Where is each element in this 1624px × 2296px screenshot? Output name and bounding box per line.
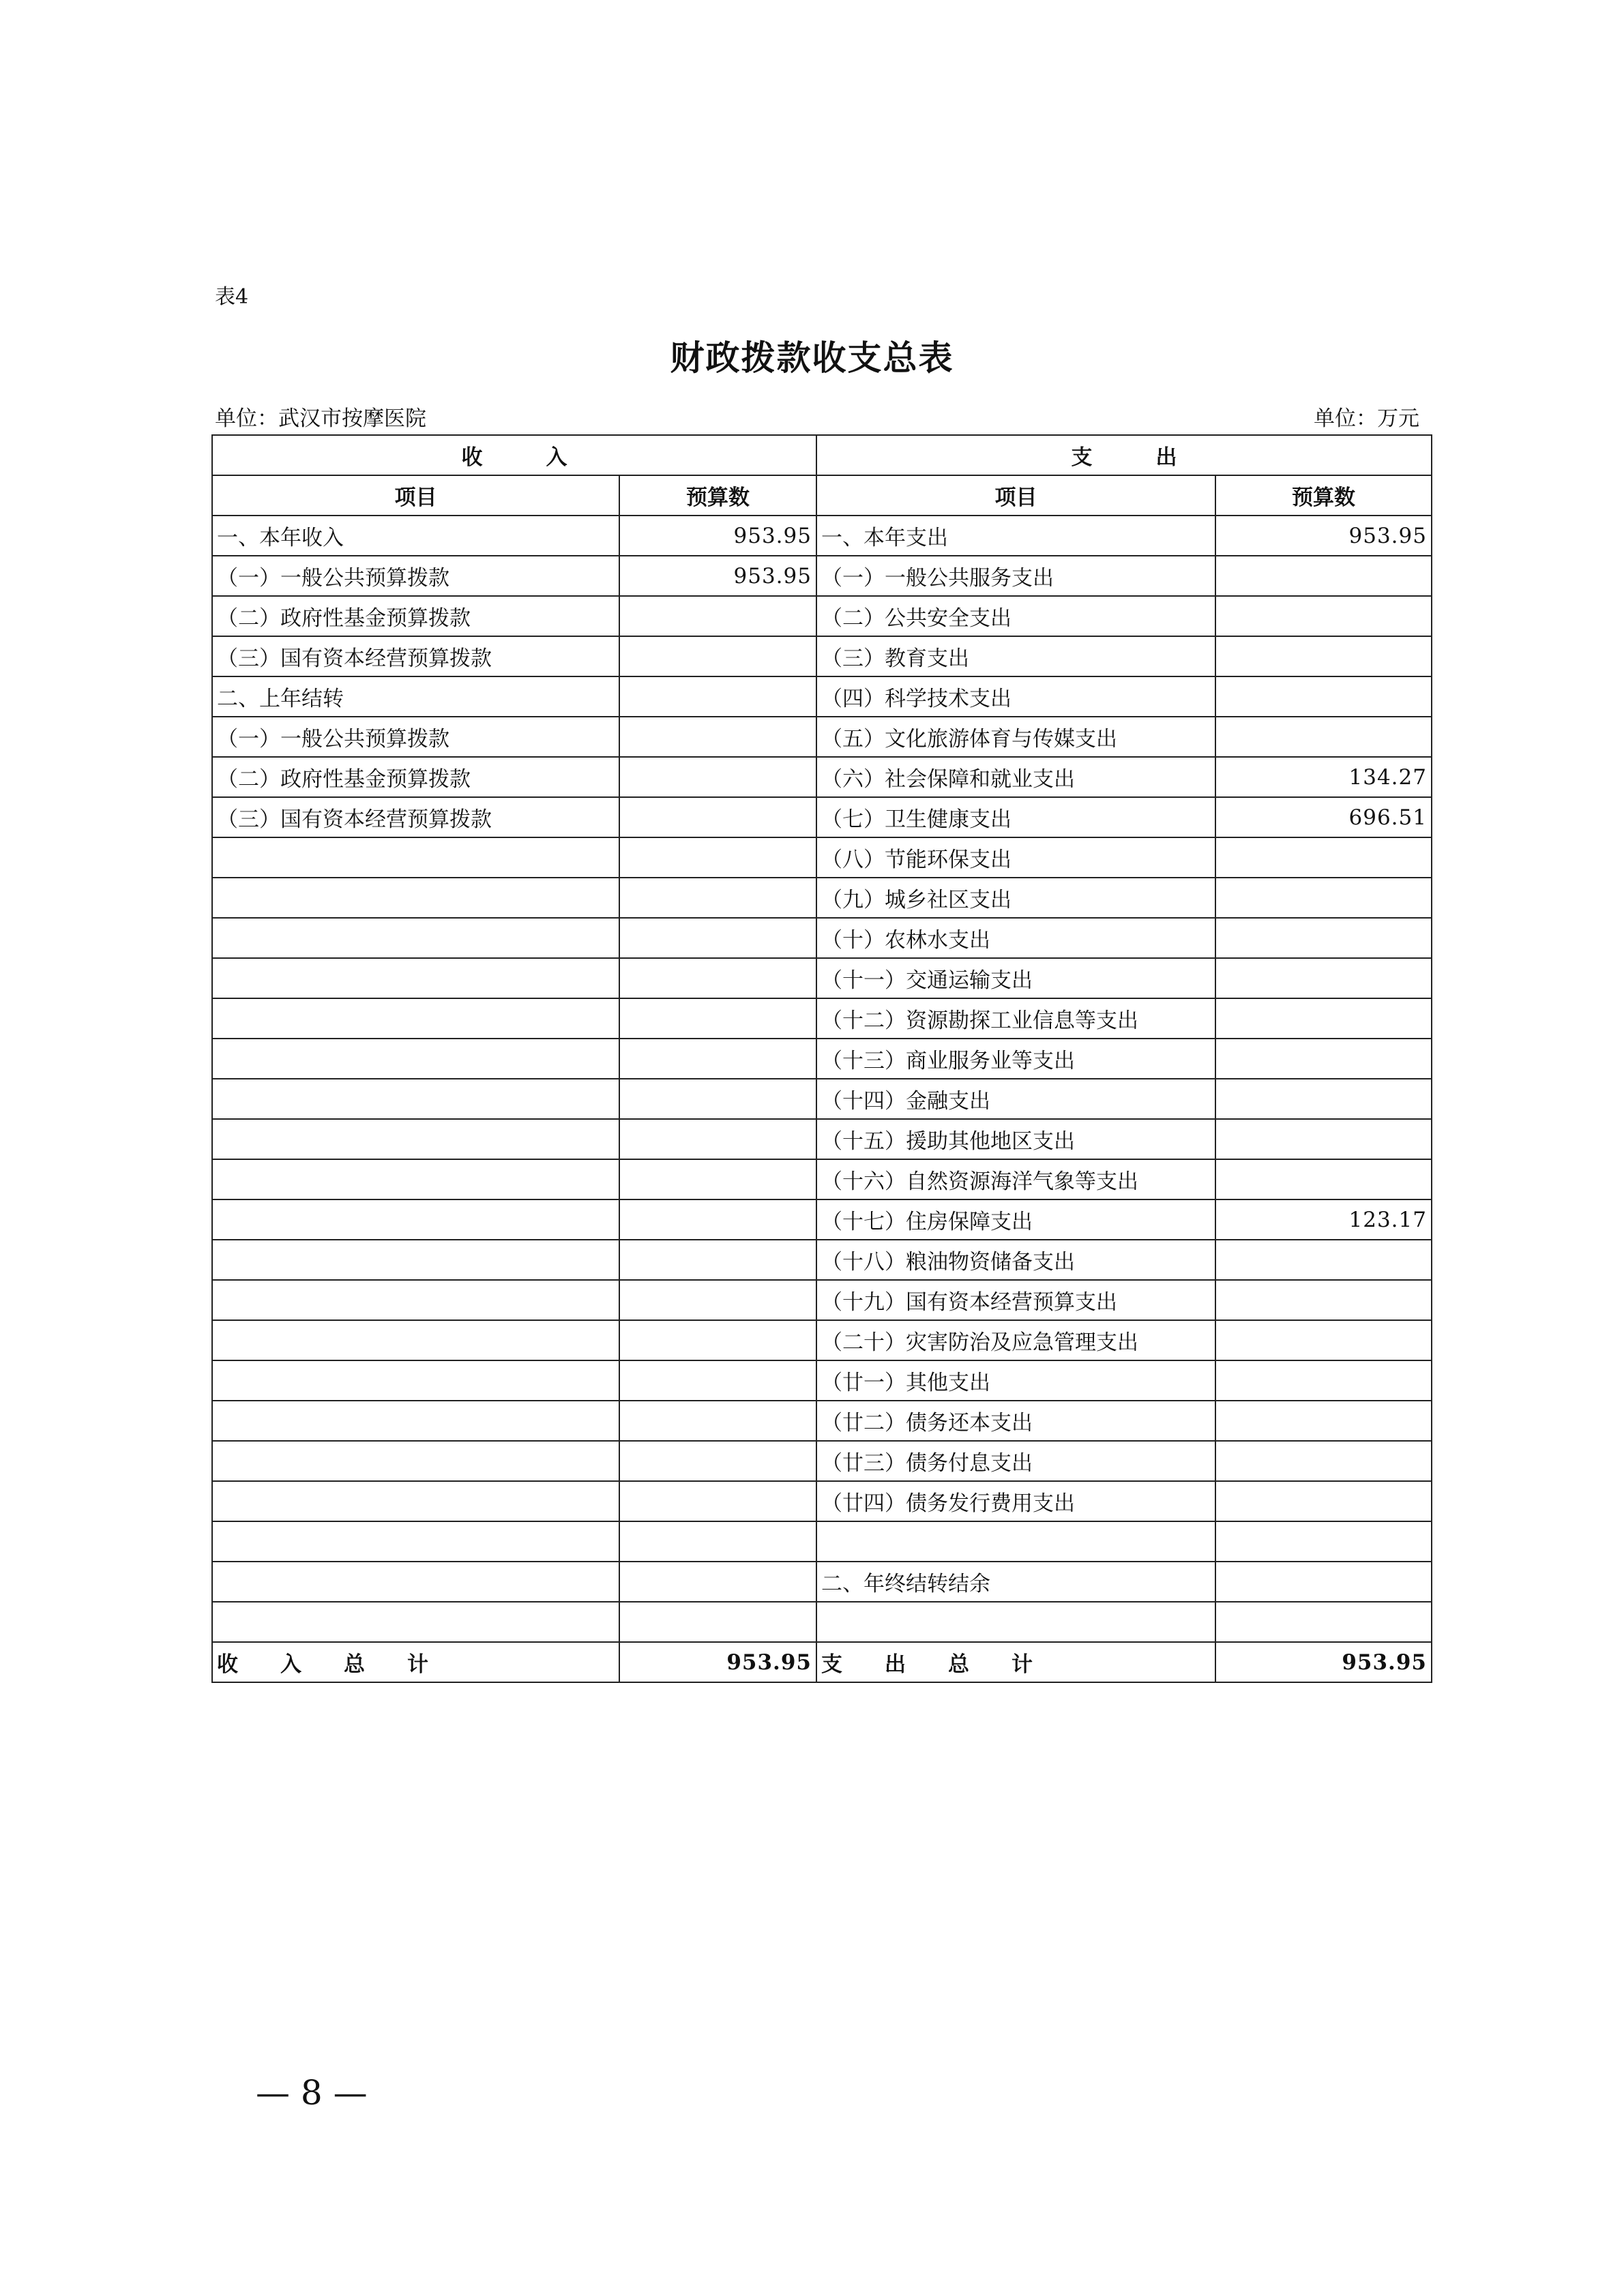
income-amount-cell	[619, 1119, 816, 1159]
expense-item-cell: （十一）交通运输支出	[816, 958, 1215, 998]
budget-table-body	[212, 435, 1432, 1682]
expense-amount-cell	[1215, 596, 1432, 636]
income-item-cell: （三）国有资本经营预算拨款	[212, 797, 619, 837]
income-item-cell	[212, 1320, 619, 1360]
table-row	[212, 1401, 1432, 1441]
expense-item-cell: （十六）自然资源海洋气象等支出	[816, 1159, 1215, 1199]
income-item-cell: （一）一般公共预算拨款	[212, 717, 619, 757]
income-amount-cell	[619, 1481, 816, 1521]
income-amount-cell	[619, 1602, 816, 1642]
income-total-amount: 953.95	[619, 1642, 816, 1682]
table-row	[212, 636, 1432, 676]
table-row	[212, 797, 1432, 837]
income-item-cell: （二）政府性基金预算拨款	[212, 757, 619, 797]
organization-unit: 单位：武汉市按摩医院	[215, 406, 426, 431]
expense-item-cell: （四）科学技术支出	[816, 676, 1215, 717]
table-row	[212, 1159, 1432, 1199]
table-row	[212, 958, 1432, 998]
table-row	[212, 1521, 1432, 1562]
expense-item-cell: （二十）灾害防治及应急管理支出	[816, 1320, 1215, 1360]
table-row	[212, 1119, 1432, 1159]
expense-item-cell: （廿四）债务发行费用支出	[816, 1481, 1215, 1521]
table-row	[212, 717, 1432, 757]
expense-amount-cell	[1215, 998, 1432, 1039]
expense-item-cell	[816, 1602, 1215, 1642]
table-row	[212, 757, 1432, 797]
income-item-cell	[212, 1521, 619, 1562]
expense-amount-cell	[1215, 1240, 1432, 1280]
expense-amount-cell	[1215, 1401, 1432, 1441]
table-row	[212, 1481, 1432, 1521]
expense-item-cell: （五）文化旅游体育与传媒支出	[816, 717, 1215, 757]
expense-amount-cell	[1215, 1159, 1432, 1199]
expense-item-cell: （二）公共安全支出	[816, 596, 1215, 636]
expense-amount-cell: 134.27	[1215, 757, 1432, 797]
income-amount-cell	[619, 837, 816, 878]
income-item-cell	[212, 1119, 619, 1159]
income-amount-cell	[619, 1360, 816, 1401]
expense-amount-cell	[1215, 717, 1432, 757]
table-row	[212, 1562, 1432, 1602]
expense-amount-cell	[1215, 1481, 1432, 1521]
expense-amount-cell	[1215, 1280, 1432, 1320]
expense-item-cell: （十四）金融支出	[816, 1079, 1215, 1119]
table-row	[212, 1320, 1432, 1360]
expense-item-cell: （八）节能环保支出	[816, 837, 1215, 878]
budget-table	[211, 434, 1432, 1683]
income-amount-cell: 953.95	[619, 516, 816, 556]
expense-amount-cell	[1215, 837, 1432, 878]
expense-item-cell: （十五）援助其他地区支出	[816, 1119, 1215, 1159]
table-row	[212, 596, 1432, 636]
income-amount-cell	[619, 958, 816, 998]
expense-amount-cell	[1215, 1119, 1432, 1159]
expense-group-header: 支 出	[816, 435, 1432, 475]
table-row	[212, 918, 1432, 958]
income-amount-cell	[619, 878, 816, 918]
expense-item-cell: （六）社会保障和就业支出	[816, 757, 1215, 797]
page-number: — 8 —	[256, 2073, 368, 2113]
income-item-cell	[212, 878, 619, 918]
income-amount-cell	[619, 1199, 816, 1240]
page-title: 财政拨款收支总表	[670, 338, 954, 378]
table-row	[212, 878, 1432, 918]
income-item-cell	[212, 1240, 619, 1280]
column-header-row	[212, 475, 1432, 516]
income-item-cell	[212, 958, 619, 998]
table-row	[212, 516, 1432, 556]
expense-amount-cell	[1215, 676, 1432, 717]
expense-item-cell	[816, 1521, 1215, 1562]
expense-amount-cell	[1215, 878, 1432, 918]
expense-amount-cell	[1215, 1320, 1432, 1360]
income-item-cell: 一、本年收入	[212, 516, 619, 556]
income-item-cell	[212, 1199, 619, 1240]
income-item-cell: （一）一般公共预算拨款	[212, 556, 619, 596]
expense-item-cell: （十二）资源勘探工业信息等支出	[816, 998, 1215, 1039]
income-amount-cell	[619, 1240, 816, 1280]
income-amount-cell	[619, 1521, 816, 1562]
income-amount-cell	[619, 717, 816, 757]
expense-amount-cell	[1215, 636, 1432, 676]
table-row	[212, 1039, 1432, 1079]
expense-item-cell: （十）农林水支出	[816, 918, 1215, 958]
income-total-label: 收 入 总 计	[212, 1642, 619, 1682]
income-item-cell	[212, 1562, 619, 1602]
expense-amount-cell	[1215, 1441, 1432, 1481]
income-amount-cell	[619, 1401, 816, 1441]
income-amount-cell	[619, 918, 816, 958]
income-item-cell	[212, 1280, 619, 1320]
income-item-cell	[212, 998, 619, 1039]
income-item-cell	[212, 1079, 619, 1119]
income-amount-cell	[619, 1159, 816, 1199]
income-item-cell: 二、上年结转	[212, 676, 619, 717]
expense-amount-cell: 696.51	[1215, 797, 1432, 837]
table-row	[212, 1240, 1432, 1280]
income-amount-cell: 953.95	[619, 556, 816, 596]
income-item-header: 项目	[212, 475, 619, 516]
income-amount-cell	[619, 998, 816, 1039]
expense-item-header: 项目	[816, 475, 1215, 516]
expense-item-cell: （三）教育支出	[816, 636, 1215, 676]
table-row	[212, 676, 1432, 717]
expense-item-cell: （十八）粮油物资储备支出	[816, 1240, 1215, 1280]
income-item-cell	[212, 1401, 619, 1441]
expense-item-cell: （十九）国有资本经营预算支出	[816, 1280, 1215, 1320]
income-amount-header: 预算数	[619, 475, 816, 516]
income-amount-cell	[619, 1441, 816, 1481]
income-amount-cell	[619, 1039, 816, 1079]
income-item-cell	[212, 1602, 619, 1642]
expense-item-cell: 二、年终结转结余	[816, 1562, 1215, 1602]
income-item-cell	[212, 1159, 619, 1199]
group-header-row	[212, 435, 1432, 475]
income-item-cell	[212, 1481, 619, 1521]
expense-amount-cell: 123.17	[1215, 1199, 1432, 1240]
expense-amount-cell	[1215, 918, 1432, 958]
income-amount-cell	[619, 1280, 816, 1320]
expense-item-cell: （九）城乡社区支出	[816, 878, 1215, 918]
income-amount-cell	[619, 636, 816, 676]
expense-item-cell: （一）一般公共服务支出	[816, 556, 1215, 596]
table-row	[212, 1602, 1432, 1642]
table-row	[212, 1079, 1432, 1119]
expense-amount-cell	[1215, 958, 1432, 998]
income-amount-cell	[619, 797, 816, 837]
table-row	[212, 998, 1432, 1039]
expense-amount-cell	[1215, 556, 1432, 596]
income-amount-cell	[619, 1079, 816, 1119]
income-item-cell	[212, 918, 619, 958]
expense-amount-cell	[1215, 1602, 1432, 1642]
expense-amount-cell	[1215, 1562, 1432, 1602]
expense-item-cell: （廿二）债务还本支出	[816, 1401, 1215, 1441]
income-item-cell	[212, 1039, 619, 1079]
income-item-cell: （三）国有资本经营预算拨款	[212, 636, 619, 676]
income-amount-cell	[619, 757, 816, 797]
income-amount-cell	[619, 1562, 816, 1602]
income-item-cell	[212, 837, 619, 878]
expense-amount-cell: 953.95	[1215, 516, 1432, 556]
expense-item-cell: 一、本年支出	[816, 516, 1215, 556]
expense-amount-cell	[1215, 1079, 1432, 1119]
expense-total-amount: 953.95	[1215, 1642, 1432, 1682]
expense-item-cell: （十七）住房保障支出	[816, 1199, 1215, 1240]
totals-row	[212, 1642, 1432, 1682]
table-row	[212, 837, 1432, 878]
expense-amount-cell	[1215, 1521, 1432, 1562]
table-row	[212, 556, 1432, 596]
expense-amount-cell	[1215, 1039, 1432, 1079]
currency-unit: 单位：万元	[1314, 406, 1419, 431]
expense-amount-header: 预算数	[1215, 475, 1432, 516]
expense-item-cell: （十三）商业服务业等支出	[816, 1039, 1215, 1079]
expense-total-label: 支 出 总 计	[816, 1642, 1215, 1682]
expense-item-cell: （廿一）其他支出	[816, 1360, 1215, 1401]
income-amount-cell	[619, 1320, 816, 1360]
expense-item-cell: （廿三）债务付息支出	[816, 1441, 1215, 1481]
table-row	[212, 1441, 1432, 1481]
income-amount-cell	[619, 596, 816, 636]
income-group-header: 收 入	[212, 435, 816, 475]
income-item-cell	[212, 1360, 619, 1401]
table-row	[212, 1280, 1432, 1320]
table-row	[212, 1199, 1432, 1240]
income-item-cell	[212, 1441, 619, 1481]
expense-item-cell: （七）卫生健康支出	[816, 797, 1215, 837]
table-row	[212, 1360, 1432, 1401]
income-item-cell: （二）政府性基金预算拨款	[212, 596, 619, 636]
expense-amount-cell	[1215, 1360, 1432, 1401]
table-number-label: 表4	[215, 285, 249, 309]
income-amount-cell	[619, 676, 816, 717]
